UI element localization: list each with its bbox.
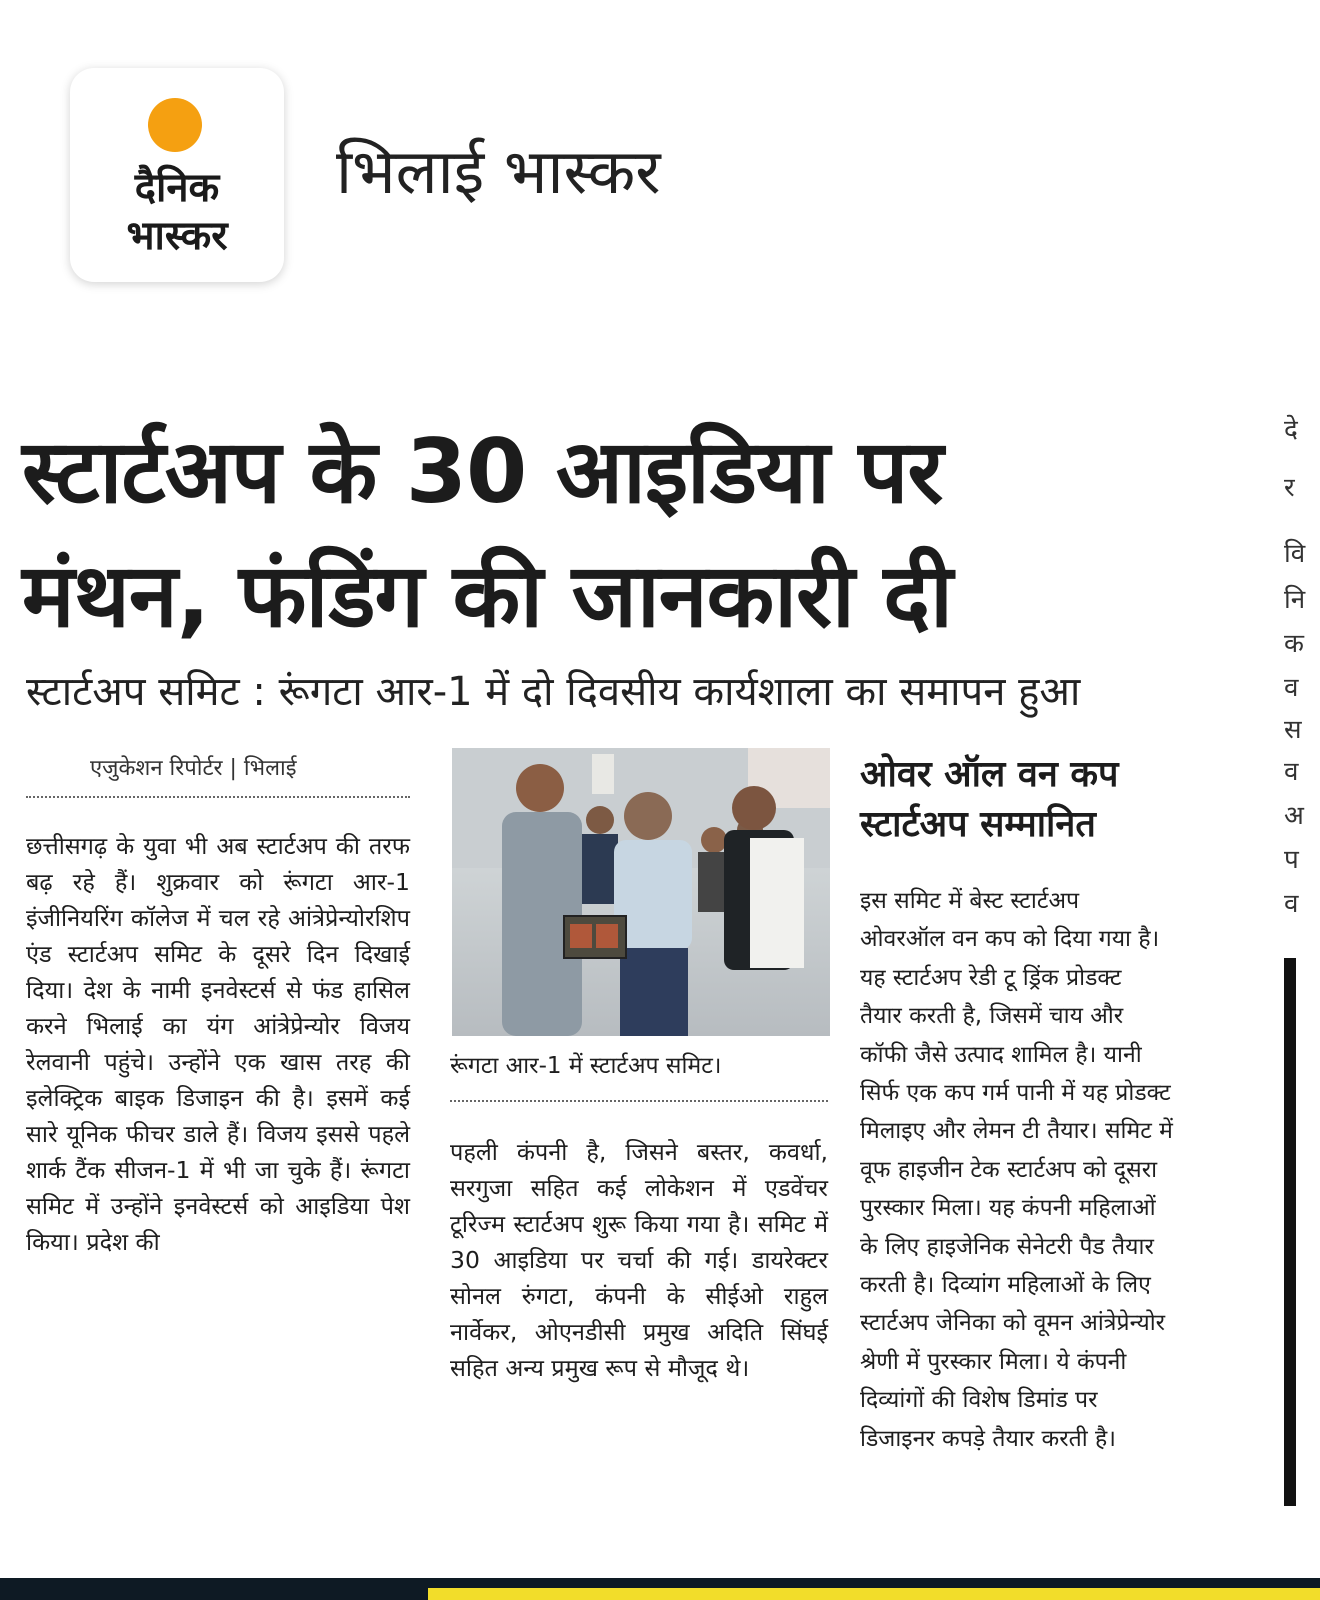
column-1-text: छत्तीसगढ़ के युवा भी अब स्टार्टअप की तरफ बढ़ रहे हैं। शुक्रवार को रूंगटा आर-1 इंजीनियरिंग कॉलेज में चल रहे आंत्रेप्रेन्योरशिप एंड स्टार्टअप समिट के दूसरे दिन दिखाई दिया। देश के नामी इनवेस्टर्स से फंड हासिल करने भिलाई का यंग आंत्रेप्रेन्योर विजय रेलवानी पहुंचे। उन्होंने एक खास तरह की इलेक्ट्रिक बाइक डिजाइन की है। इसमें कई सारे यूनिक फीचर डाले हैं। विजय इससे पहले शार्क टैंक सीजन-1 में भी जा चुके हैं। रूंगटा समिट में उन्होंने इनवेस्टर्स को आइडिया पेश किया। प्रदेश की [26, 832, 410, 1256]
article-column-1 [26, 828, 410, 1260]
sidebar-line: तैयार करती है, जिसमें चाय और [860, 1003, 1124, 1030]
byline: एजुकेशन रिपोर्टर | भिलाई [90, 756, 297, 781]
sidebar-line: दिव्यांगों की विशेष डिमांड पर [860, 1387, 1098, 1414]
adjacent-article-fragment: व [1284, 889, 1299, 919]
sidebar-line: कॉफी जैसे उत्पाद शामिल है। यानी [860, 1041, 1142, 1068]
adjacent-article-fragment: प [1284, 845, 1299, 875]
sidebar-line: के लिए हाइजेनिक सेनेटरी पैड तैयार [860, 1233, 1154, 1260]
adjacent-article-fragment: क [1284, 629, 1304, 659]
sidebar-line: सिर्फ एक कप गर्म पानी में यह प्रोडक्ट [860, 1080, 1171, 1107]
sidebar-line: ओवरऑल वन कप को दिया गया है। [860, 926, 1160, 953]
adjacent-article-fragment: व [1284, 757, 1299, 787]
sidebar-line: मिलाइए और लेमन टी तैयार। समिट में [860, 1118, 1173, 1145]
adjacent-article-fragment: दे [1284, 415, 1298, 445]
adjacent-article-fragment: वि [1284, 539, 1306, 569]
sidebar-line: डिजाइनर कपड़े तैयार करती है। [860, 1425, 1116, 1452]
sidebar-line: स्टार्टअप जेनिका को वूमन आंत्रेप्रेन्योर [860, 1310, 1166, 1337]
adjacent-article-fragment: र [1284, 473, 1295, 503]
photo-caption: रूंगटा आर-1 में स्टार्टअप समिट। [450, 1053, 722, 1079]
sidebar-body [860, 882, 1270, 1458]
adjacent-column-bar [1284, 958, 1296, 1506]
headline-line-2: मंथन, फंडिंग की जानकारी दी [22, 544, 952, 647]
logo-text-line1: दैनिक [134, 165, 220, 211]
article-headline [22, 410, 1252, 658]
adjacent-article-fragment: व [1284, 673, 1299, 703]
adjacent-article-fragment: स [1284, 715, 1302, 745]
sun-icon [148, 98, 202, 152]
bottom-accent-band [428, 1588, 1320, 1600]
byline-divider [26, 796, 410, 798]
event-photo [452, 748, 830, 1036]
edition-masthead: भिलाई भास्कर [336, 135, 661, 208]
sidebar-heading-line-2: स्टार्टअप सम्मानित [860, 804, 1096, 845]
logo-text-line2: भास्कर [126, 213, 228, 259]
article-subheadline: स्टार्टअप समिट : रूंगटा आर-1 में दो दिवसीय कार्यशाला का समापन हुआ [26, 669, 1081, 715]
sidebar-heading-line-1: ओवर ऑल वन कप [860, 754, 1119, 795]
adjacent-article-fragment: अ [1284, 801, 1304, 831]
sidebar-line: पुरस्कार मिला। यह कंपनी महिलाओं [860, 1195, 1156, 1222]
caption-divider [450, 1100, 828, 1102]
sidebar-line: वूफ हाइजीन टेक स्टार्टअप को दूसरा [860, 1156, 1158, 1183]
sidebar-line: करती है। दिव्यांग महिलाओं के लिए [860, 1272, 1151, 1299]
sidebar-line: इस समिट में बेस्ट स्टार्टअप [860, 888, 1080, 914]
headline-line-1: स्टार्टअप के 30 आइडिया पर [22, 420, 943, 523]
column-2-text: पहली कंपनी है, जिसने बस्तर, कवर्धा, सरगुजा सहित कई लोकेशन में एडवेंचर टूरिज्म स्टार्टअप शुरू किया गया है। समिट में 30 आइडिया पर चर्चा की गई। डायरेक्टर सोनल रुंगटा, कंपनी के सीईओ राहुल नार्वेकर, ओएनडीसी प्रमुख अदिति सिंघई सहित अन्य प्रमुख रूप से मौजूद थे। [450, 1138, 828, 1382]
sidebar-line: श्रेणी में पुरस्कार मिला। ये कंपनी [860, 1348, 1127, 1375]
sidebar-heading [860, 750, 1280, 850]
sidebar-line: यह स्टार्टअप रेडी टू ड्रिंक प्रोडक्ट [860, 964, 1122, 991]
event-photo-illustration [452, 748, 830, 1036]
dainik-bhaskar-logo [70, 68, 284, 282]
article-column-2 [450, 1134, 828, 1386]
adjacent-article-fragment: नि [1284, 585, 1306, 615]
